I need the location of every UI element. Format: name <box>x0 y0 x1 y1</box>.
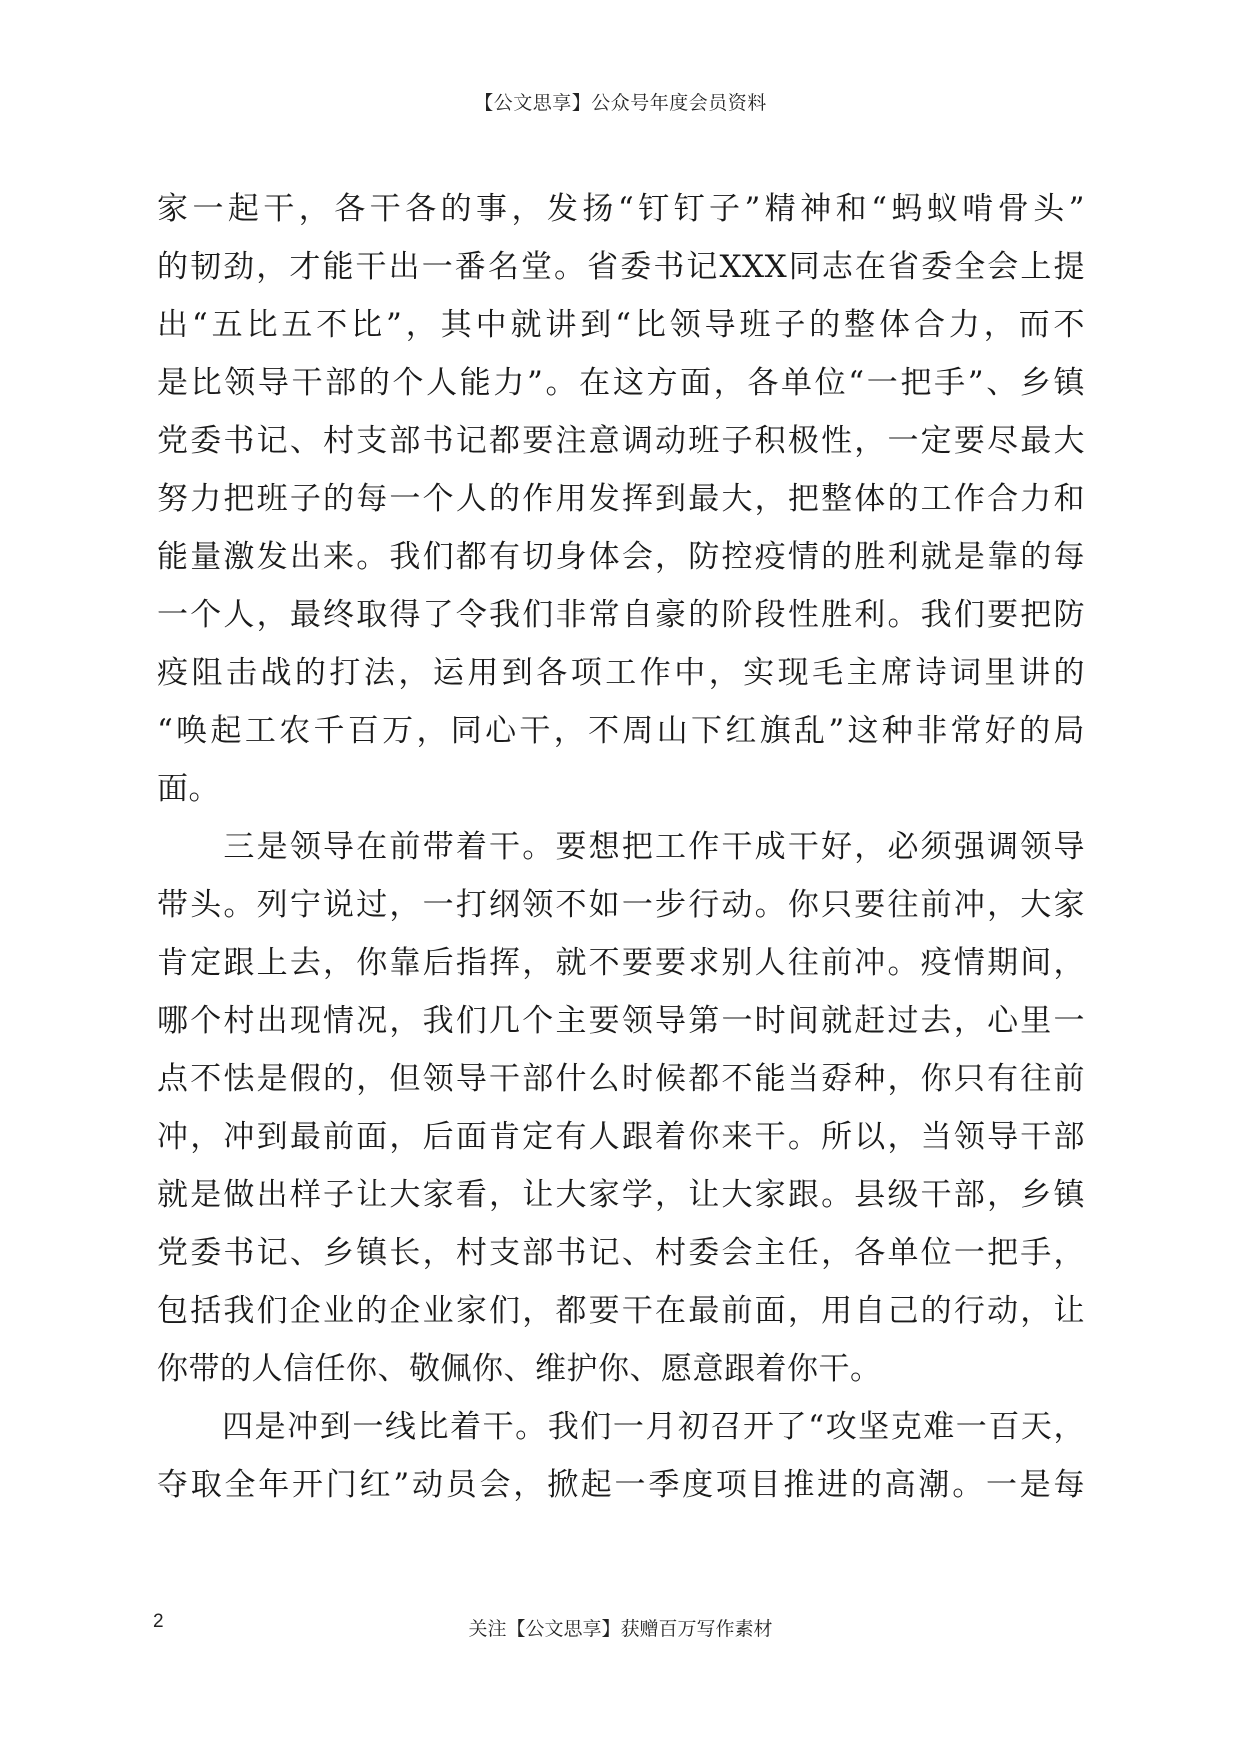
text-line: 家一起干，各干各的事，发扬“钉钉子”精神和“蚂蚁啃骨头” <box>157 191 1085 227</box>
text-line: 四是冲到一线比着干。我们一月初召开了“攻坚克难一百天， <box>157 1409 1085 1445</box>
text-line: 能量激发出来。我们都有切身体会，防控疫情的胜利就是靠的每 <box>157 539 1085 575</box>
body-text <box>157 180 1085 1514</box>
page-header: 【公文思享】公众号年度会员资料 <box>474 92 767 114</box>
page-footer: 关注【公文思享】获赠百万写作素材 <box>468 1618 773 1640</box>
text-line: 的韧劲，才能干出一番名堂。省委书记XXX同志在省委全会上提 <box>157 249 1085 285</box>
text-line: 点不怯是假的，但领导干部什么时候都不能当孬种，你只有往前 <box>157 1061 1085 1097</box>
text-line: 哪个村出现情况，我们几个主要领导第一时间就赶过去，心里一 <box>157 1003 1085 1039</box>
text-line: 冲，冲到最前面，后面肯定有人跟着你来干。所以，当领导干部 <box>157 1119 1085 1155</box>
text-line: 是比领导干部的个人能力”。在这方面，各单位“一把手”、乡镇 <box>157 365 1085 401</box>
text-line: 面。 <box>157 771 220 807</box>
text-line: 出“五比五不比”，其中就讲到“比领导班子的整体合力，而不 <box>157 307 1085 343</box>
text-line: 党委书记、乡镇长，村支部书记、村委会主任，各单位一把手， <box>157 1235 1085 1271</box>
text-line: 你带的人信任你、敬佩你、维护你、愿意跟着你干。 <box>157 1351 882 1387</box>
text-line: “唤起工农千百万，同心干，不周山下红旗乱”这种非常好的局 <box>157 713 1085 749</box>
page-number: 2 <box>153 1611 164 1632</box>
text-line: 夺取全年开门红”动员会，掀起一季度项目推进的高潮。一是每 <box>157 1467 1085 1503</box>
text-line: 一个人，最终取得了令我们非常自豪的阶段性胜利。我们要把防 <box>157 597 1085 633</box>
text-line: 党委书记、村支部书记都要注意调动班子积极性，一定要尽最大 <box>157 423 1085 459</box>
text-line: 就是做出样子让大家看，让大家学，让大家跟。县级干部，乡镇 <box>157 1177 1085 1213</box>
text-line: 疫阻击战的打法，运用到各项工作中，实现毛主席诗词里讲的 <box>157 655 1085 691</box>
text-line: 三是领导在前带着干。要想把工作干成干好，必须强调领导 <box>157 829 1085 865</box>
text-line: 肯定跟上去，你靠后指挥，就不要要求别人往前冲。疫情期间， <box>157 945 1085 981</box>
text-line: 带头。列宁说过，一打纲领不如一步行动。你只要往前冲，大家 <box>157 887 1085 923</box>
text-line: 包括我们企业的企业家们，都要干在最前面，用自己的行动，让 <box>157 1293 1085 1329</box>
text-line: 努力把班子的每一个人的作用发挥到最大，把整体的工作合力和 <box>157 481 1085 517</box>
